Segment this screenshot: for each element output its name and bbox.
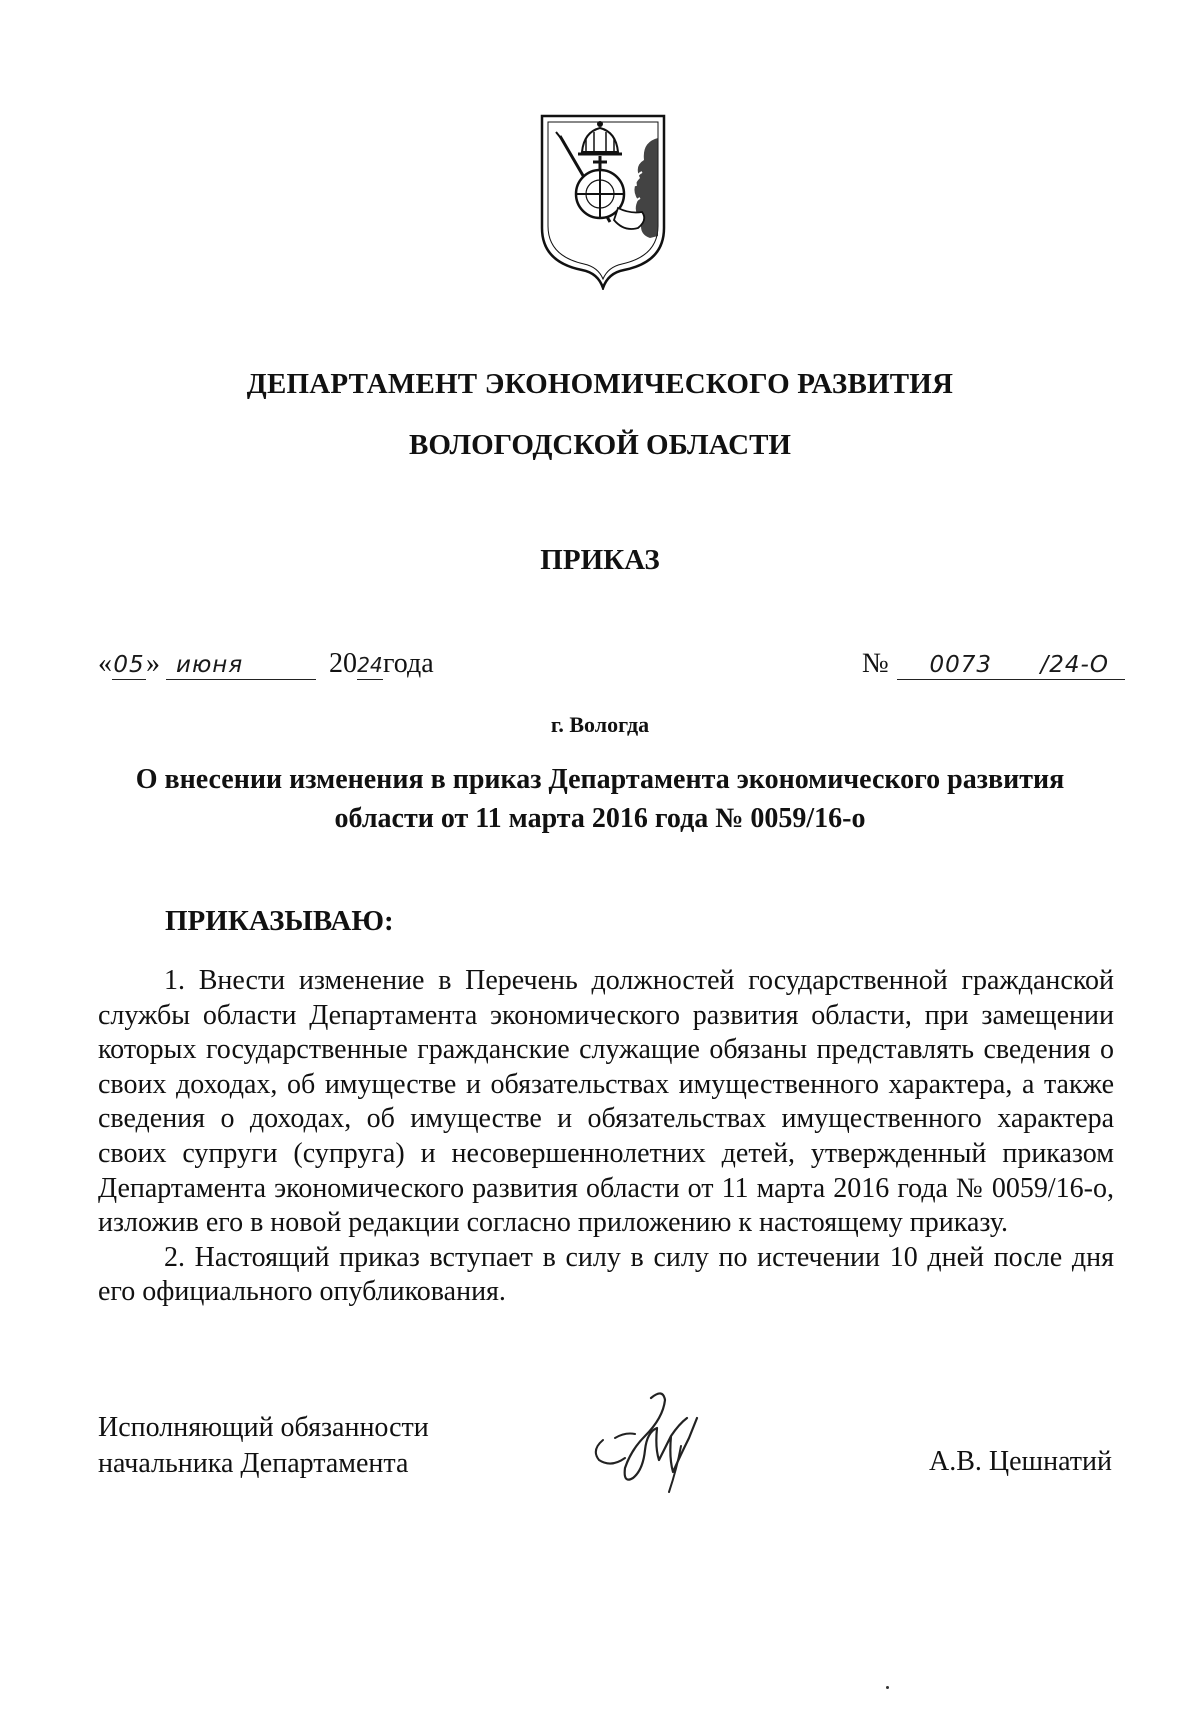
paragraph-2: 2. Настоящий приказ вступает в силу в силу по истечении 10 дней после дня его официального опубликования. <box>98 1241 1114 1308</box>
number-part-1: 0073 <box>897 651 1025 680</box>
order-body <box>98 964 1114 1310</box>
signer-title-line-2: начальника Департамента <box>98 1448 409 1479</box>
date-year-prefix: 20 <box>329 648 357 679</box>
paragraph-1: 1. Внести изменение в Перечень должностей государственной гражданской службы области Департамента экономического развития области, при замещении которых государственные гражданские служащие обязаны представлять сведения о своих доходах, об имуществе и обязательствах имущественного характера, а также сведения о доходах, об имуществе и обязательствах имущественного характера своих супруги (супруга) и несовершеннолетних детей, утвержденный приказом Департамента экономического развития области от 11 марта 2016 года № 0059/16-о, изложив его в новой редакции согласно приложению к настоящему приказу. <box>98 965 1114 1239</box>
date-month: июня <box>166 651 316 680</box>
date-open-quote: « <box>98 648 112 679</box>
signer-title <box>98 1410 429 1482</box>
order-subject-line-1: О внесении изменения в приказ Департамента экономического развития <box>135 764 1065 795</box>
coat-of-arms-icon <box>538 112 668 290</box>
date-year-suffix: 24 <box>357 651 383 680</box>
department-name-line-2: ВОЛОГОДСКОЙ ОБЛАСТИ <box>409 429 791 461</box>
document-type: ПРИКАЗ <box>540 544 660 576</box>
scan-artifact-dot <box>886 1686 889 1689</box>
date-day: 05 <box>113 652 145 678</box>
order-number <box>862 648 1125 680</box>
signer-name: А.В. Цешнатий <box>929 1446 1112 1477</box>
city-name: г. Вологда <box>550 712 650 737</box>
date-close-quote: » <box>146 648 160 679</box>
number-label: № <box>862 648 889 679</box>
number-part-2: /24-О <box>1025 651 1125 680</box>
department-name-line-1: ДЕПАРТАМЕНТ ЭКОНОМИЧЕСКОГО РАЗВИТИЯ <box>246 368 954 400</box>
orders-heading: ПРИКАЗЫВАЮ: <box>165 905 394 937</box>
date-year-word: года <box>383 648 434 679</box>
signer-title-line-1: Исполняющий обязанности <box>98 1412 429 1443</box>
order-date <box>98 648 434 680</box>
handwritten-signature-icon <box>585 1388 735 1493</box>
order-subject-line-2: области от 11 марта 2016 года № 0059/16-о <box>334 803 866 834</box>
